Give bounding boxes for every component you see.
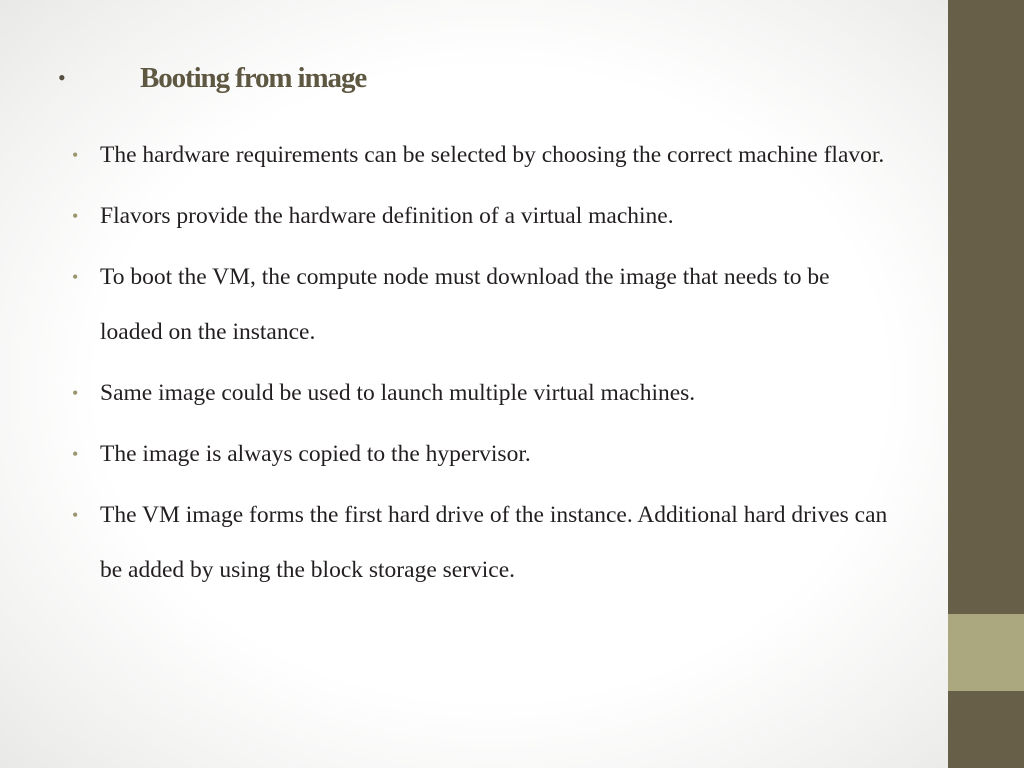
- bullet-text: To boot the VM, the compute node must download the image that needs to be loaded on the instance.: [100, 264, 830, 345]
- bullet-text: The VM image forms the first hard drive of the instance. Additional hard drives can be added by using the block storage service.: [100, 502, 888, 583]
- bullet-icon: •: [72, 267, 79, 287]
- slide-title: Booting from image: [140, 61, 367, 94]
- title-bullet: •: [58, 65, 66, 90]
- bullet-text: The hardware requirements can be selected by choosing the correct machine flavor.: [100, 142, 885, 168]
- list-item: [72, 189, 892, 244]
- bullet-icon: •: [72, 145, 79, 165]
- sidebar-accent-band: [948, 614, 1024, 691]
- bullet-text: The image is always copied to the hypervisor.: [100, 441, 531, 467]
- list-item: [72, 128, 892, 183]
- bullet-icon: •: [72, 206, 79, 226]
- list-item: [72, 488, 892, 598]
- list-item: [72, 427, 892, 482]
- bullet-icon: •: [72, 444, 79, 464]
- bullet-list: [72, 128, 892, 604]
- decorative-sidebar: [948, 0, 1024, 768]
- bullet-icon: •: [72, 505, 79, 525]
- list-item: [72, 250, 892, 360]
- bullet-text: Same image could be used to launch multiple virtual machines.: [100, 380, 696, 406]
- bullet-icon: •: [72, 383, 79, 403]
- bullet-text: Flavors provide the hardware definition of a virtual machine.: [100, 203, 674, 229]
- list-item: [72, 366, 892, 421]
- slide-title-row: [58, 56, 366, 100]
